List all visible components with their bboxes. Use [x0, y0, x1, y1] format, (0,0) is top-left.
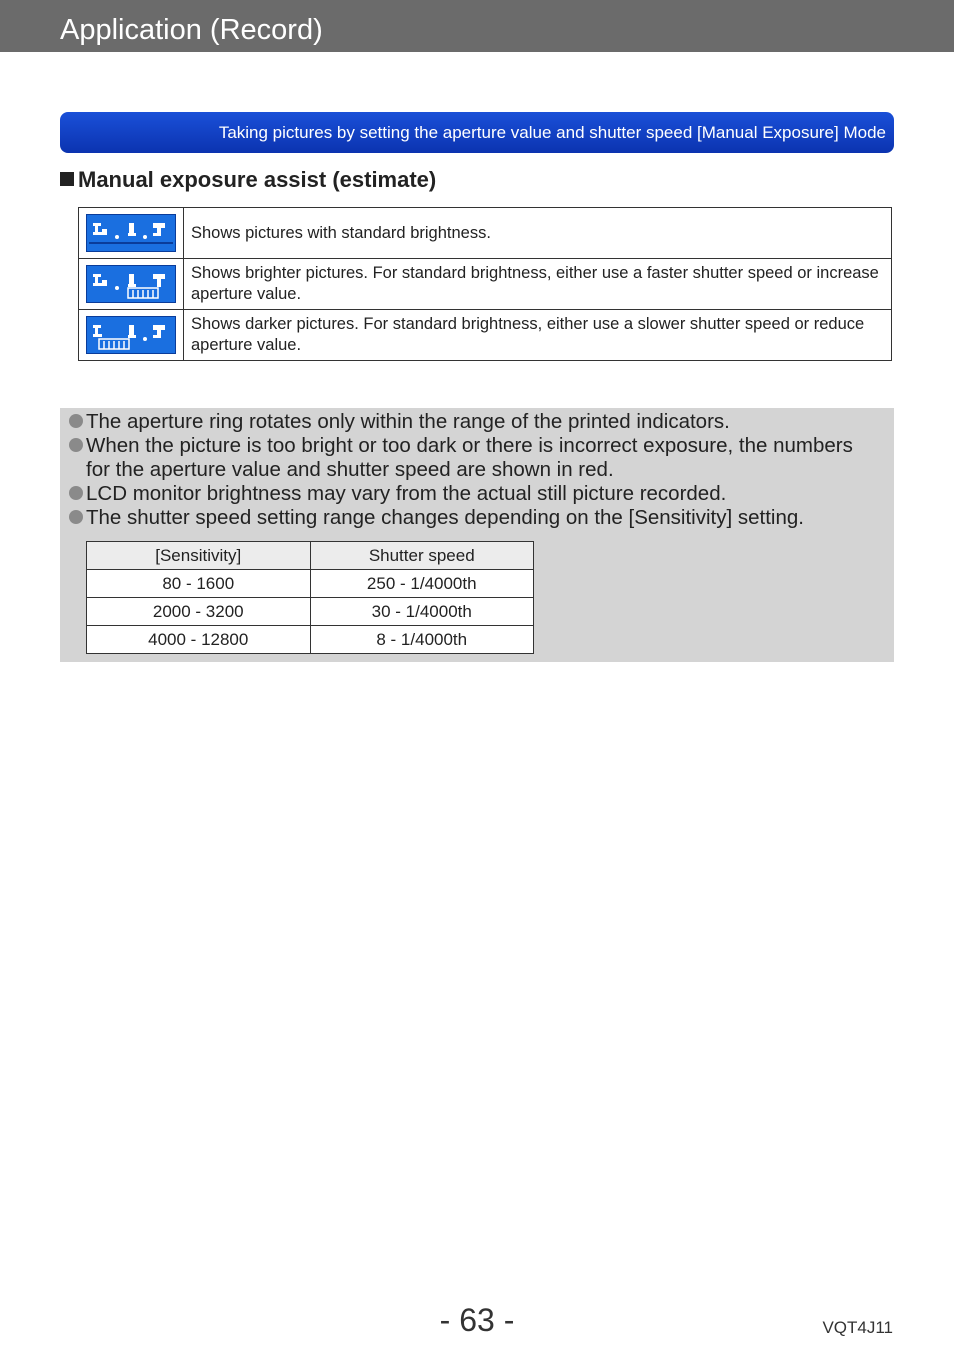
- page-header: [0, 0, 954, 52]
- exposure-standard-icon: [86, 214, 176, 252]
- table-cell: 80 - 1600: [87, 570, 311, 598]
- bullet-dot-icon: [69, 510, 83, 524]
- section-heading-text: Manual exposure assist (estimate): [78, 167, 437, 192]
- mode-banner-text: Taking pictures by setting the aperture value and shutter speed [Manual Exposure] Mode: [218, 123, 886, 142]
- page-title: Application (Record): [60, 14, 323, 46]
- document-code: VQT4J11: [822, 1318, 893, 1337]
- table-row: [79, 259, 892, 310]
- table-cell: 30 - 1/4000th: [310, 598, 534, 626]
- exposure-brighter-icon: [86, 265, 176, 303]
- note-item: The shutter speed setting range changes depending on the [Sensitivity] setting.: [69, 506, 889, 530]
- bullet-dot-icon: [69, 486, 83, 500]
- table-cell: 250 - 1/4000th: [310, 570, 534, 598]
- assist-description: Shows brighter pictures. For standard brightness, either use a faster shutter speed or increase aperture value.: [184, 259, 892, 310]
- table-cell: 8 - 1/4000th: [310, 626, 534, 654]
- table-row: [79, 310, 892, 361]
- table-row: [87, 598, 534, 626]
- note-item: The aperture ring rotates only within the range of the printed indicators.: [69, 410, 889, 434]
- assist-description: Shows darker pictures. For standard brightness, either use a slower shutter speed or reduce aperture value.: [184, 310, 892, 361]
- table-header-row: [87, 542, 534, 570]
- table-row: [87, 570, 534, 598]
- table-cell: 2000 - 3200: [87, 598, 311, 626]
- assist-description: Shows pictures with standard brightness.: [184, 208, 892, 259]
- note-item: LCD monitor brightness may vary from the actual still picture recorded.: [69, 482, 889, 506]
- square-bullet-icon: [60, 172, 74, 186]
- mode-banner: [60, 112, 894, 153]
- exposure-darker-icon: [86, 316, 176, 354]
- page-number: - 63 -: [439, 1302, 515, 1338]
- section-heading: [60, 167, 436, 193]
- notes-box: [60, 408, 894, 662]
- icon-cell: [79, 310, 184, 361]
- column-header: Shutter speed: [310, 542, 534, 570]
- icon-cell: [79, 259, 184, 310]
- exposure-assist-table: [78, 207, 892, 361]
- note-item: When the picture is too bright or too dark or there is incorrect exposure, the numbers for the aperture value and shutter speed are shown in red.: [69, 434, 889, 482]
- table-row: [87, 626, 534, 654]
- table-row: [79, 208, 892, 259]
- shutter-speed-table: [86, 541, 534, 654]
- bullet-dot-icon: [69, 414, 83, 428]
- bullet-dot-icon: [69, 438, 83, 452]
- table-cell: 4000 - 12800: [87, 626, 311, 654]
- icon-cell: [79, 208, 184, 259]
- column-header: [Sensitivity]: [87, 542, 311, 570]
- note-continuation: for the aperture value and shutter speed are shown in red.: [86, 458, 614, 481]
